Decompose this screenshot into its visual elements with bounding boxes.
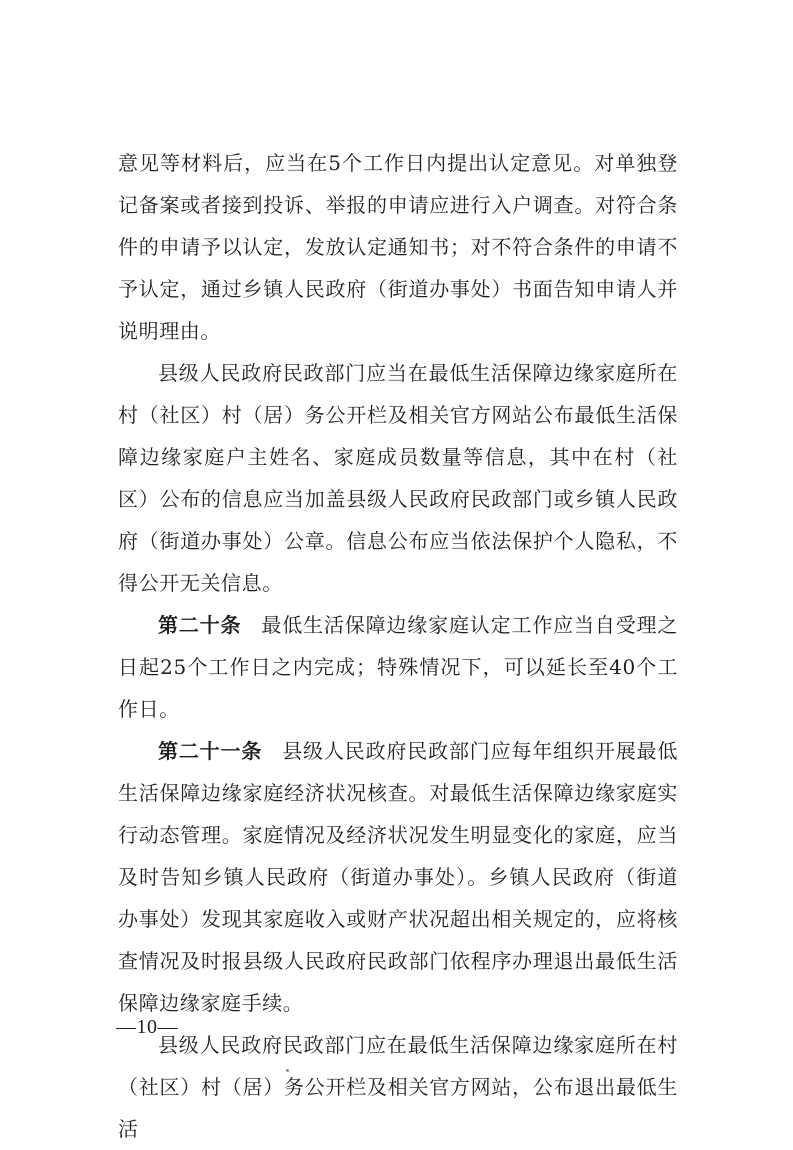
paragraph-1	[118, 142, 678, 352]
document-body	[118, 142, 678, 1150]
paragraph-2	[118, 352, 678, 604]
article-20-text: 最低生活保障边缘家庭认定工作应当自受理之日起25个工作日之内完成；特殊情况下，可以延长至40个工作日。	[118, 613, 678, 721]
article-21	[118, 730, 678, 1024]
paragraph-5-text: 县级人民政府民政部门应在最低生活保障边缘家庭所在村（社区）村（居）务公开栏及相关官方网站，公布退出最低生活	[118, 1033, 678, 1141]
page-number: —10—	[116, 1016, 178, 1038]
article-21-text: 县级人民政府民政部门应每年组织开展最低生活保障边缘家庭经济状况核查。对最低生活保障边缘家庭实行动态管理。家庭情况及经济状况发生明显变化的家庭，应当及时告知乡镇人民政府（街道办事处）。乡镇人民政府（街道办事处）发现其家庭收入或财产状况超出相关规定的，应将核查情况及时报县级人民政府民政部门依程序办理退出最低生活保障边缘家庭手续。	[118, 739, 678, 1015]
paragraph-1-text: 意见等材料后，应当在5个工作日内提出认定意见。对单独登记备案或者接到投诉、举报的申请应进行入户调查。对符合条件的申请予以认定，发放认定通知书；对不符合条件的申请不予认定，通过乡镇人民政府（街道办事处）书面告知申请人并说明理由。	[118, 151, 678, 343]
article-21-heading: 第二十一条	[158, 739, 263, 763]
paragraph-2-text: 县级人民政府民政部门应当在最低生活保障边缘家庭所在村（社区）村（居）务公开栏及相关官方网站公布最低生活保障边缘家庭户主姓名、家庭成员数量等信息，其中在村（社区）公布的信息应当加盖县级人民政府民政部门或乡镇人民政府（街道办事处）公章。信息公布应当依法保护个人隐私，不得公开无关信息。	[118, 361, 678, 595]
scan-speck	[286, 1069, 289, 1072]
article-20	[118, 604, 678, 730]
article-20-heading: 第二十条	[158, 613, 242, 637]
paragraph-5	[118, 1024, 678, 1150]
